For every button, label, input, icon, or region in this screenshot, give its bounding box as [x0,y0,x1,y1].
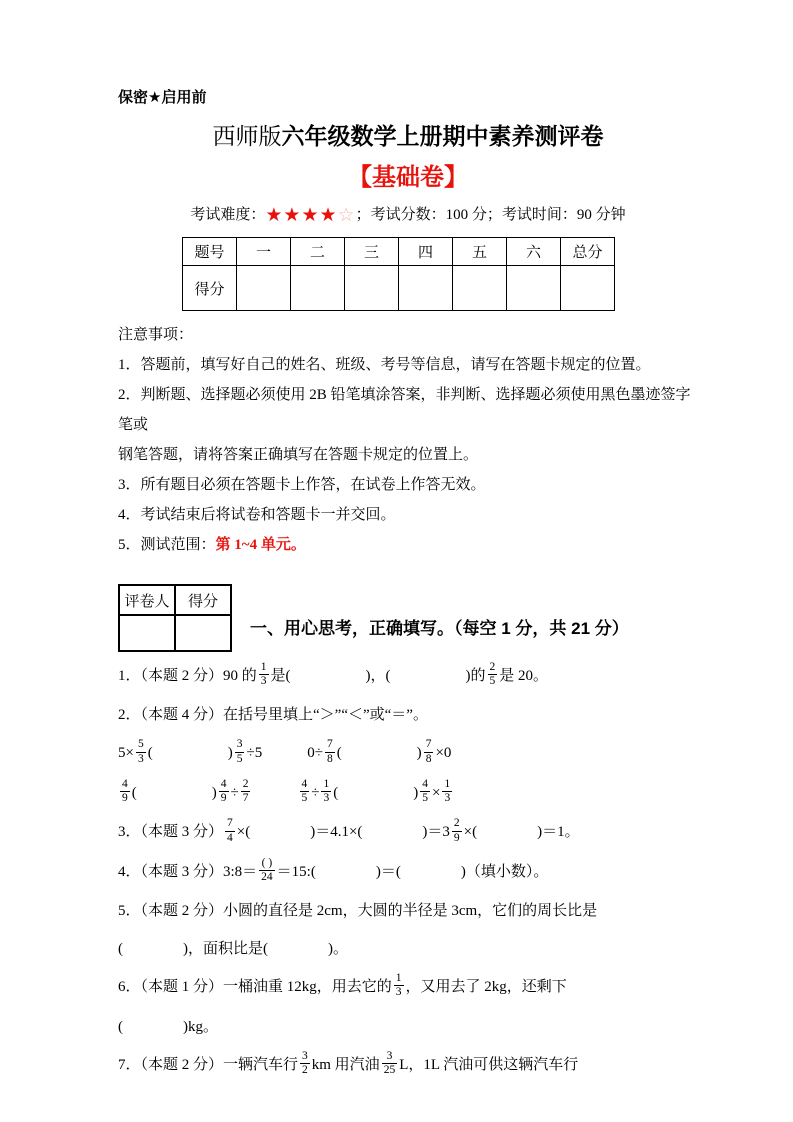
star-filled-icon: ★ [265,205,284,226]
question-5-line-2: ( )，面积比是( )。 [118,941,348,958]
fraction: $\frac{2}{9}$ [453,817,460,844]
questions-section [118,661,698,1081]
question-3: 3．（本题 3 分） $\frac{7}{4}$ ×( )＝4.1×( )＝3 $\frac{2}{9}$ ×( )＝1。 [118,817,580,844]
fraction: $\frac{5}{3}$ [137,738,144,765]
score-table-header-cell: 六 [507,238,561,266]
fraction: $\frac{1}{3}$ [395,972,402,999]
score-cell-empty [399,266,453,311]
fraction: $\frac{2}{7}$ [242,777,249,805]
grader-section [118,584,698,652]
score-table-header-row [183,238,615,266]
score-table-header-cell: 三 [345,238,399,266]
score-cell-empty [453,266,507,311]
difficulty-label: 考试难度： [190,207,266,223]
exam-title [118,120,698,152]
note-line-2a: 2．判断题、选择题必须使用 2B 铅笔填涂答案，非判断、选择题必须使用黑色墨迹签字笔或 [118,387,691,433]
question-2-row-1: 5× $\frac{5}{3}$ ( ) $\frac{3}{5}$ ÷5 0÷ $\frac{7}{8}$ ( ) $\frac{7}{8}$ ×0 [118,738,452,765]
note-line-2b: 钢笔答题，请将答案正确填写在答题卡规定的位置上。 [118,447,479,463]
star-filled-icon: ★ [319,205,338,226]
grader-empty-cell [119,615,175,651]
score-time-label: ；考试分数：100 分；考试时间：90 分钟 [355,207,626,223]
note-line-4: 4．考试结束后将试卷和答题卡一并交回。 [118,507,396,523]
score-cell-empty [237,266,291,311]
score-table-header-cell: 题号 [183,238,237,266]
difficulty-stars [265,205,356,226]
score-cell-empty [345,266,399,311]
score-table-header-cell: 总分 [561,238,615,266]
question-1: 1．（本题 2 分）90 的 $\frac{1}{3}$ 是( )，( )的 $\frac{2}{5}$ 是 20。 [118,661,549,688]
fraction: $\frac{1}{3}$ [323,777,330,805]
fraction: $\frac{7}{8}$ [425,738,432,765]
test-range-highlight: 第 1~4 单元。 [215,537,306,553]
note-line-5 [118,530,698,560]
score-table-header-cell: 一 [237,238,291,266]
fraction: $\frac{3}{2}$ [302,1049,308,1076]
fraction: $\frac{7}{8}$ [326,738,333,765]
notes-title: 注意事项： [118,327,194,343]
exam-title-main: 六年级数学上册期中素养测评卷 [281,123,604,149]
note-line-5-prefix: 5．测试范围： [118,537,216,553]
grader-box-empty-row [119,615,231,651]
question-6-line-2: ( )kg。 [118,1018,218,1035]
score-table-header-cell: 四 [399,238,453,266]
score-table-header-cell: 二 [291,238,345,266]
question-4: 4．（本题 3 分）3:8＝ $\frac{( )}{24}$ ＝15:( )＝( )（填小数）。 [118,856,549,883]
star-filled-icon: ★ [283,205,302,226]
notes-section [118,320,698,560]
fraction: $\frac{4}{5}$ [422,777,428,805]
score-table-score-row [183,266,615,311]
grader-header-cell: 评卷人 [119,585,175,615]
question-2-row-2: $\frac{4}{9}$ ( ) $\frac{4}{9}$ ÷ $\frac{2}{7}$ $\frac{4}{5}$ ÷ $\frac{1}{3}$ ( ) $\frac{4}{5}$ × $\frac{1}{3}$ [122,777,451,805]
question-7: 7．（本题 2 分）一辆汽车行 $\frac{3}{2}$ km 用汽油 $\frac{3}{25}$ L，1L 汽油可供这辆汽车行 [118,1049,579,1076]
score-row-label: 得分 [183,266,237,311]
exam-title-prefix: 西师版 [212,123,282,149]
star-empty-icon: ☆ [337,205,356,226]
score-cell-empty [561,266,615,311]
star-filled-icon: ★ [301,205,320,226]
fraction: $\frac{4}{5}$ [301,777,308,805]
fraction: $\frac{3}{25}$ [383,1049,396,1076]
score-table [182,237,615,311]
grader-empty-cell [175,615,231,651]
score-table-header-cell: 五 [453,238,507,266]
note-line-3: 3．所有题目必须在答题卡上作答，在试卷上作答无效。 [118,477,486,493]
fraction: $\frac{4}{9}$ [220,777,227,805]
question-6-line-1: 6．（本题 1 分）一桶油重 12kg，用去它的 $\frac{1}{3}$ ，又用去了 2kg，还剩下 [118,972,567,999]
note-line-1: 1．答题前，填写好自己的姓名、班级、考号等信息，请写在答题卡规定的位置。 [118,357,651,373]
exam-info-line [118,204,698,227]
section-one-title: 一、用心思考，正确填写。（每空 1 分，共 21 分） [250,619,629,638]
fraction: $\frac{7}{4}$ [227,817,233,844]
question-5-line-1: 5．（本题 2 分）小圆的直径是 2cm，大圆的半径是 3cm，它们的周长比是 [118,903,598,920]
grader-header-cell: 得分 [175,585,231,615]
fraction: $\frac{2}{5}$ [489,661,496,688]
score-cell-empty [291,266,345,311]
fraction: $\frac{( )}{24}$ [261,856,273,883]
exam-subtitle: 【基础卷】 [348,164,468,191]
question-2-label: 2．（本题 4 分）在括号里填上“＞”“＜”或“＝”。 [118,707,428,724]
fraction: $\frac{1}{3}$ [260,661,267,688]
grader-box-header-row [119,585,231,615]
grader-score-box [118,584,232,652]
security-label: 保密★启用前 [118,89,207,106]
fraction: $\frac{1}{3}$ [444,777,451,805]
fraction: $\frac{4}{9}$ [122,777,128,805]
score-cell-empty [507,266,561,311]
fraction: $\frac{3}{5}$ [236,738,243,765]
